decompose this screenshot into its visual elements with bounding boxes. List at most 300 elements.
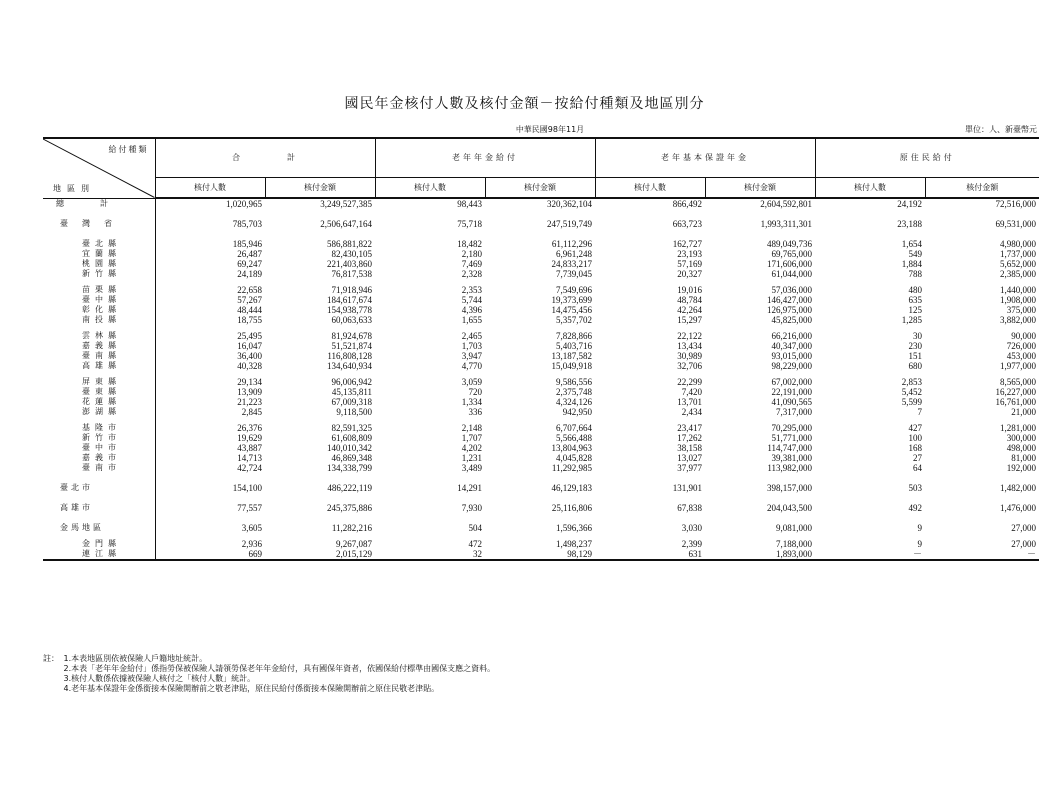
region-name	[43, 443, 155, 453]
cell-amount: 98,129	[485, 549, 595, 560]
cell-amount: 5,357,702	[556, 315, 592, 325]
cell-amount: 942,950	[562, 407, 592, 417]
spacer-cell	[375, 513, 485, 523]
spacer-cell	[155, 473, 265, 483]
cell-count: 2,434	[681, 407, 702, 417]
region-name-text: 新竹縣	[82, 269, 121, 278]
region-name-text: 苗栗縣	[82, 285, 121, 294]
cell-count: 2,853	[901, 377, 922, 387]
region-name-text: 雲林縣	[82, 331, 121, 340]
cell-amount: 82,430,105	[331, 249, 372, 259]
region-name	[43, 219, 155, 229]
cell-amount: 16,227,000	[995, 387, 1036, 397]
cell-count: 57,169	[677, 259, 702, 269]
cell-amount: 1,596,366	[556, 523, 592, 533]
region-name-text: 基隆市	[82, 423, 121, 432]
cell-amount: 93,015,000	[771, 351, 812, 361]
cell-count: 64	[913, 463, 922, 473]
cell-amount: 70,295,000	[771, 423, 812, 433]
cell-amount: 247,519,749	[547, 219, 592, 229]
cell-amount: 300,000	[1006, 433, 1036, 443]
cell-count: 151	[908, 351, 922, 361]
corner-label-region: 地區別	[53, 183, 95, 193]
cell-amount: 5,403,716	[556, 341, 592, 351]
cell-count: 16,047	[237, 341, 262, 351]
spacer-cell	[815, 209, 925, 219]
cell-count: 7,420	[681, 387, 702, 397]
cell-count: 2,936	[241, 539, 262, 549]
cell-amount: 76,817,538	[331, 269, 372, 279]
table-row	[43, 397, 1039, 407]
table-row	[43, 443, 1039, 453]
cell-count: 32,706	[677, 361, 702, 371]
cell-amount: 2,385,000	[1000, 269, 1036, 279]
cell-amount: 81,924,678	[331, 331, 372, 341]
cell-count: 785,703	[232, 219, 262, 229]
cell-amount: 134,640,934	[327, 361, 372, 371]
subhead-count: 核付人數	[155, 178, 265, 199]
cell-count: 5,599	[901, 397, 922, 407]
cell-amount: 6,961,248	[556, 249, 592, 259]
region-name	[43, 433, 155, 443]
spacer-cell	[595, 209, 705, 219]
cell-amount: 69,531,000	[995, 219, 1036, 229]
region-name	[43, 249, 155, 259]
cell-count: 504	[468, 523, 482, 533]
cell-amount: 2,604,592,801	[760, 199, 812, 209]
footnote-1: 1.本表地區別依被保險人戶籍地址統計。	[63, 654, 208, 663]
cell-amount: 9,586,556	[556, 377, 592, 387]
cell-count: 48,444	[237, 305, 262, 315]
cell-count: 3,030	[681, 523, 702, 533]
cell-count: 23,417	[677, 423, 702, 433]
footnote-4: 4.老年基本保證年金係銜接本保險開辦前之敬老津貼，原住民給付係銜接本保險開辦前之原住民敬老津貼。	[63, 684, 440, 693]
cell-count: 4,396	[461, 305, 482, 315]
spacer-cell	[43, 513, 155, 523]
cell-amount: 7,188,000	[776, 539, 812, 549]
cell-count: 154,100	[232, 483, 262, 493]
cell-amount: 27,000	[1011, 539, 1036, 549]
table-row	[43, 361, 1039, 371]
footnote-3: 3.核付人數係依據被保險人核付之「核付人數」統計。	[63, 674, 256, 683]
cell-count: －	[815, 549, 925, 560]
spacer-cell	[43, 493, 155, 503]
cell-count: 1,020,965	[226, 199, 262, 209]
cell-amount: 2,506,647,164	[320, 219, 372, 229]
region-name	[43, 523, 155, 533]
footnotes-label: 註：	[43, 654, 59, 663]
cell-amount: 126,975,000	[767, 305, 812, 315]
cell-amount: 113,982,000	[767, 463, 812, 473]
subhead-amount: 核付金額	[705, 178, 815, 199]
cell-amount: 46,129,183	[551, 483, 592, 493]
spacer-cell	[595, 473, 705, 483]
cell-amount: 15,049,918	[551, 361, 592, 371]
region-name-text: 高雄縣	[82, 361, 121, 370]
corner-label-type: 給付種類	[108, 145, 149, 154]
cell-count: 13,909	[237, 387, 262, 397]
header-row-subheads	[43, 178, 1039, 199]
region-name	[43, 539, 155, 549]
cell-amount: 184,617,674	[327, 295, 372, 305]
cell-count: 9	[917, 539, 922, 549]
region-name-text: 臺北市	[60, 483, 93, 492]
spacer-cell	[815, 229, 925, 239]
table-row	[43, 351, 1039, 361]
cell-amount: 204,043,500	[767, 503, 812, 513]
spacer-cell	[155, 493, 265, 503]
cell-amount: 11,282,216	[331, 523, 372, 533]
header-row-groups	[43, 138, 1039, 178]
cell-count: 24,189	[237, 269, 262, 279]
cell-count: 162,727	[672, 239, 702, 249]
region-name-text: 臺東縣	[82, 387, 121, 396]
cell-count: 22,122	[677, 331, 702, 341]
cell-count: 57,267	[237, 295, 262, 305]
group-header-indigenous-benefit: 原住民給付	[815, 138, 1039, 178]
cell-amount: 398,157,000	[767, 483, 812, 493]
cell-amount: 96,006,942	[331, 377, 372, 387]
cell-amount: 5,652,000	[1000, 259, 1036, 269]
spacer-cell	[265, 493, 375, 503]
cell-amount: －	[925, 549, 1039, 560]
cell-amount: 67,002,000	[771, 377, 812, 387]
cell-count: 13,701	[677, 397, 702, 407]
table-row	[43, 285, 1039, 295]
spacer-cell	[375, 209, 485, 219]
cell-count: 26,376	[237, 423, 262, 433]
cell-amount: 1,482,000	[1000, 483, 1036, 493]
cell-count: 5,452	[901, 387, 922, 397]
region-name	[43, 295, 155, 305]
table-row	[43, 305, 1039, 315]
subhead-count: 核付人數	[815, 178, 925, 199]
cell-count: 2,353	[461, 285, 482, 295]
table-row	[43, 539, 1039, 549]
region-name-text: 桃園縣	[82, 259, 121, 268]
cell-amount: 13,804,963	[551, 443, 592, 453]
cell-count: 30	[913, 331, 922, 341]
table-row	[43, 249, 1039, 259]
region-name	[43, 351, 155, 361]
cell-count: 3,947	[461, 351, 482, 361]
cell-count: 40,328	[237, 361, 262, 371]
cell-amount: 7,739,045	[556, 269, 592, 279]
spacer-cell	[705, 229, 815, 239]
cell-count: 2,465	[461, 331, 482, 341]
cell-amount: 11,292,985	[551, 463, 592, 473]
spacer-row	[43, 229, 1039, 239]
cell-count: 13,434	[677, 341, 702, 351]
table-row	[43, 377, 1039, 387]
spacer-row	[43, 493, 1039, 503]
table-row	[43, 453, 1039, 463]
spacer-cell	[375, 493, 485, 503]
cell-count: 25,495	[237, 331, 262, 341]
table-row	[43, 483, 1039, 493]
cell-amount: 45,135,811	[331, 387, 372, 397]
cell-count: 18,482	[457, 239, 482, 249]
cell-count: 720	[468, 387, 482, 397]
cell-count: 3,059	[461, 377, 482, 387]
cell-amount: 40,347,000	[771, 341, 812, 351]
cell-count: 77,557	[237, 503, 262, 513]
cell-amount: 140,010,342	[327, 443, 372, 453]
cell-count: 14,291	[457, 483, 482, 493]
cell-amount: 3,249,527,385	[320, 199, 372, 209]
spacer-cell	[595, 493, 705, 503]
subhead-amount: 核付金額	[925, 178, 1039, 199]
cell-amount: 22,191,000	[771, 387, 812, 397]
cell-amount: 25,116,806	[551, 503, 592, 513]
cell-count: 32	[375, 549, 485, 560]
region-name	[43, 239, 155, 249]
cell-amount: 6,707,664	[556, 423, 592, 433]
cell-amount: 9,267,087	[336, 539, 372, 549]
spacer-cell	[815, 513, 925, 523]
cell-count: 3,605	[241, 523, 262, 533]
cell-count: 185,946	[232, 239, 262, 249]
cell-count: 230	[908, 341, 922, 351]
cell-count: 480	[908, 285, 922, 295]
cell-count: 23,188	[897, 219, 922, 229]
cell-count: 27	[913, 453, 922, 463]
region-name-text: 屏東縣	[82, 377, 121, 386]
spacer-cell	[705, 493, 815, 503]
cell-amount: 61,112,296	[551, 239, 592, 249]
table-row	[43, 549, 1039, 560]
spacer-cell	[925, 473, 1039, 483]
cell-amount: 66,216,000	[771, 331, 812, 341]
cell-amount: 45,825,000	[771, 315, 812, 325]
cell-amount: 9,118,500	[336, 407, 372, 417]
spacer-row	[43, 513, 1039, 523]
table-row	[43, 523, 1039, 533]
spacer-cell	[265, 513, 375, 523]
cell-amount: 2,375,748	[556, 387, 592, 397]
table-row	[43, 423, 1039, 433]
region-name	[43, 269, 155, 279]
cell-amount: 146,427,000	[767, 295, 812, 305]
cell-count: 472	[468, 539, 482, 549]
cell-count: 4,770	[461, 361, 482, 371]
cell-count: 2,328	[461, 269, 482, 279]
table-body	[43, 198, 1039, 560]
cell-count: 4,202	[461, 443, 482, 453]
spacer-cell	[925, 229, 1039, 239]
cell-count: 7	[917, 407, 922, 417]
cell-amount: 51,521,874	[331, 341, 372, 351]
region-name-text: 臺南縣	[82, 351, 121, 360]
region-name-text: 南投縣	[82, 315, 121, 324]
cell-amount: 2,015,129	[265, 549, 375, 560]
cell-amount: 14,475,456	[551, 305, 592, 315]
cell-amount: 726,000	[1006, 341, 1036, 351]
region-name	[43, 453, 155, 463]
cell-amount: 1,737,000	[1000, 249, 1036, 259]
cell-amount: 1,893,000	[705, 549, 815, 560]
cell-count: 5,744	[461, 295, 482, 305]
group-header-old-age-pension: 老年年金給付	[375, 138, 595, 178]
spacer-cell	[925, 513, 1039, 523]
cell-amount: 90,000	[1011, 331, 1036, 341]
group-header-basic-guaranteed-pension: 老年基本保證年金	[595, 138, 815, 178]
cell-count: 1,334	[461, 397, 482, 407]
cell-amount: 41,090,565	[771, 397, 812, 407]
cell-count: 168	[908, 443, 922, 453]
region-name-text: 連江縣	[82, 549, 121, 558]
cell-amount: 192,000	[1006, 463, 1036, 473]
cell-count: 17,262	[677, 433, 702, 443]
cell-amount: 1,977,000	[1000, 361, 1036, 371]
region-name-text: 宜蘭縣	[82, 249, 121, 258]
cell-amount: 46,869,348	[331, 453, 372, 463]
cell-count: 669	[155, 549, 265, 560]
cell-count: 7,469	[461, 259, 482, 269]
cell-count: 14,713	[237, 453, 262, 463]
region-name-text: 彰化縣	[82, 305, 121, 314]
table-row	[43, 503, 1039, 513]
spacer-cell	[43, 209, 155, 219]
cell-amount: 171,606,000	[767, 259, 812, 269]
region-name	[43, 483, 155, 493]
table-row	[43, 269, 1039, 279]
spacer-cell	[43, 229, 155, 239]
spacer-cell	[155, 209, 265, 219]
spacer-cell	[375, 473, 485, 483]
cell-count: 7,930	[461, 503, 482, 513]
subhead-amount: 核付金額	[485, 178, 595, 199]
cell-count: 23,193	[677, 249, 702, 259]
cell-amount: 61,608,809	[331, 433, 372, 443]
cell-count: 43,887	[237, 443, 262, 453]
table-row	[43, 387, 1039, 397]
cell-amount: 82,591,325	[331, 423, 372, 433]
cell-count: 427	[908, 423, 922, 433]
cell-amount: 221,403,860	[327, 259, 372, 269]
cell-count: 1,654	[901, 239, 922, 249]
table-row	[43, 331, 1039, 341]
spacer-cell	[155, 229, 265, 239]
cell-amount: 3,882,000	[1000, 315, 1036, 325]
spacer-cell	[925, 209, 1039, 219]
subhead-amount: 核付金額	[265, 178, 375, 199]
region-name-text: 澎湖縣	[82, 407, 121, 416]
cell-amount: 8,565,000	[1000, 377, 1036, 387]
spacer-row	[43, 473, 1039, 483]
region-name-text: 臺北縣	[82, 239, 121, 248]
region-name	[43, 259, 155, 269]
cell-count: 22,299	[677, 377, 702, 387]
cell-count: 30,989	[677, 351, 702, 361]
spacer-cell	[815, 493, 925, 503]
cell-count: 131,901	[672, 483, 702, 493]
cell-count: 492	[908, 503, 922, 513]
spacer-row	[43, 209, 1039, 219]
region-name-text: 新竹市	[82, 433, 121, 442]
spacer-cell	[705, 513, 815, 523]
table-row	[43, 407, 1039, 417]
region-name-text: 臺 灣 省	[60, 219, 115, 228]
cell-count: 15,297	[677, 315, 702, 325]
cell-count: 42,264	[677, 305, 702, 315]
cell-amount: 486,222,119	[327, 483, 372, 493]
spacer-cell	[265, 473, 375, 483]
cell-count: 69,247	[237, 259, 262, 269]
cell-amount: 4,045,828	[556, 453, 592, 463]
region-name-text: 花蓮縣	[82, 397, 121, 406]
cell-amount: 134,338,799	[327, 463, 372, 473]
table-row	[43, 239, 1039, 249]
table-row	[43, 463, 1039, 473]
region-name	[43, 407, 155, 417]
cell-count: 2,180	[461, 249, 482, 259]
cell-count: 2,845	[241, 407, 262, 417]
cell-amount: 81,000	[1011, 453, 1036, 463]
region-name	[43, 341, 155, 351]
region-name	[43, 377, 155, 387]
cell-count: 1,231	[461, 453, 482, 463]
cell-count: 125	[908, 305, 922, 315]
spacer-cell	[485, 209, 595, 219]
cell-count: 13,027	[677, 453, 702, 463]
cell-amount: 39,381,000	[771, 453, 812, 463]
region-name-text: 高雄市	[60, 503, 93, 512]
cell-count: 2,148	[461, 423, 482, 433]
cell-count: 2,399	[681, 539, 702, 549]
spacer-cell	[705, 209, 815, 219]
table-row	[43, 198, 1039, 209]
cell-count: 9	[917, 523, 922, 533]
cell-amount: 4,324,126	[556, 397, 592, 407]
cell-count: 631	[595, 549, 705, 560]
cell-amount: 71,918,946	[331, 285, 372, 295]
cell-amount: 4,980,000	[1000, 239, 1036, 249]
table-row	[43, 295, 1039, 305]
cell-amount: 60,063,633	[331, 315, 372, 325]
region-name	[43, 387, 155, 397]
cell-amount: 1,908,000	[1000, 295, 1036, 305]
region-name-text: 臺南市	[82, 463, 121, 472]
spacer-cell	[265, 209, 375, 219]
spacer-cell	[375, 229, 485, 239]
cell-count: 75,718	[457, 219, 482, 229]
region-name	[43, 549, 155, 560]
cell-amount: 9,081,000	[776, 523, 812, 533]
spacer-cell	[595, 229, 705, 239]
table-row	[43, 259, 1039, 269]
region-name-text: 嘉義市	[82, 453, 121, 462]
table-row	[43, 341, 1039, 351]
cell-amount: 245,375,886	[327, 503, 372, 513]
cell-count: 503	[908, 483, 922, 493]
spacer-cell	[43, 473, 155, 483]
cell-count: 21,223	[237, 397, 262, 407]
cell-count: 336	[468, 407, 482, 417]
region-name-text: 臺中市	[82, 443, 121, 452]
cell-count: 26,487	[237, 249, 262, 259]
cell-count: 29,134	[237, 377, 262, 387]
statistics-table	[43, 137, 1039, 561]
cell-amount: 98,229,000	[771, 361, 812, 371]
region-name	[43, 331, 155, 341]
cell-amount: 21,000	[1011, 407, 1036, 417]
cell-amount: 19,373,699	[551, 295, 592, 305]
spacer-cell	[815, 473, 925, 483]
cell-amount: 7,828,866	[556, 331, 592, 341]
region-name-text: 金馬地區	[60, 523, 104, 532]
cell-amount: 67,009,318	[331, 397, 372, 407]
